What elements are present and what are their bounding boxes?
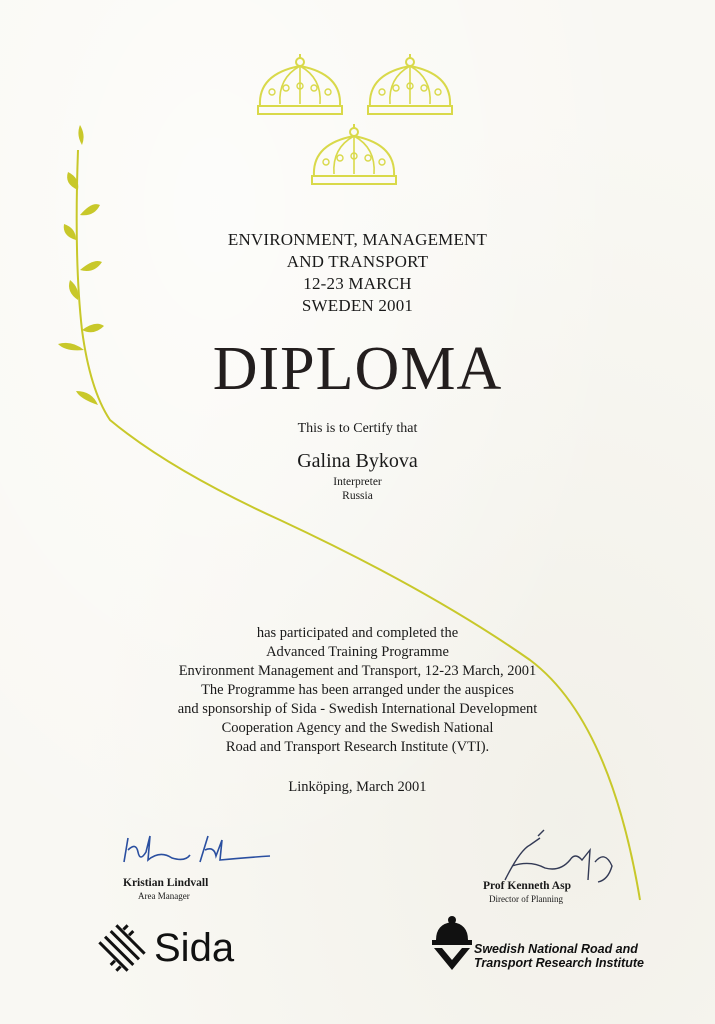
signatory-left-name: Kristian Lindvall	[123, 877, 209, 889]
certify-text: This is to Certify that	[297, 421, 418, 436]
programme-header	[0, 229, 715, 317]
body-line: and sponsorship of Sida - Swedish International Development	[177, 701, 538, 717]
header-line-1: ENVIRONMENT, MANAGEMENT	[227, 230, 488, 249]
vti-logo-text	[474, 942, 644, 970]
recipient-role: Interpreter	[333, 476, 382, 488]
diploma-body	[0, 624, 715, 757]
header-line-4: SWEDEN 2001	[301, 296, 414, 315]
diploma-title: DIPLOMA	[212, 335, 503, 403]
body-line: Environment Management and Transport, 12-23 March, 2001	[178, 663, 537, 679]
signatory-right-name: Prof Kenneth Asp	[483, 880, 571, 892]
place-date: Linköping, March 2001	[288, 779, 427, 795]
signatory-right-title: Director of Planning	[489, 894, 563, 904]
recipient-country: Russia	[342, 490, 373, 502]
crown-icon-right	[368, 54, 452, 114]
signature-left	[124, 836, 270, 862]
header-line-3: 12-23 MARCH	[303, 274, 412, 293]
vti-logo-line-1: Swedish National Road and	[474, 942, 638, 956]
signature-right	[505, 830, 612, 882]
body-line: The Programme has been arranged under the auspices	[201, 682, 514, 698]
crown-icon-left	[258, 54, 342, 114]
sida-logo-text: Sida	[154, 926, 235, 970]
body-line: Advanced Training Programme	[266, 644, 449, 660]
vti-logo-icon	[432, 916, 472, 970]
sida-logo-icon	[91, 917, 153, 979]
recipient-name: Galina Bykova	[297, 450, 418, 472]
vti-logo-line-2: Transport Research Institute	[474, 956, 644, 970]
body-line: Road and Transport Research Institute (VTI).	[225, 739, 490, 755]
signatory-left-title: Area Manager	[138, 891, 190, 901]
body-line: has participated and completed the	[256, 625, 459, 641]
body-line: Cooperation Agency and the Swedish National	[221, 720, 494, 736]
header-line-2: AND TRANSPORT	[286, 252, 429, 271]
crown-icon-bottom	[312, 124, 396, 184]
